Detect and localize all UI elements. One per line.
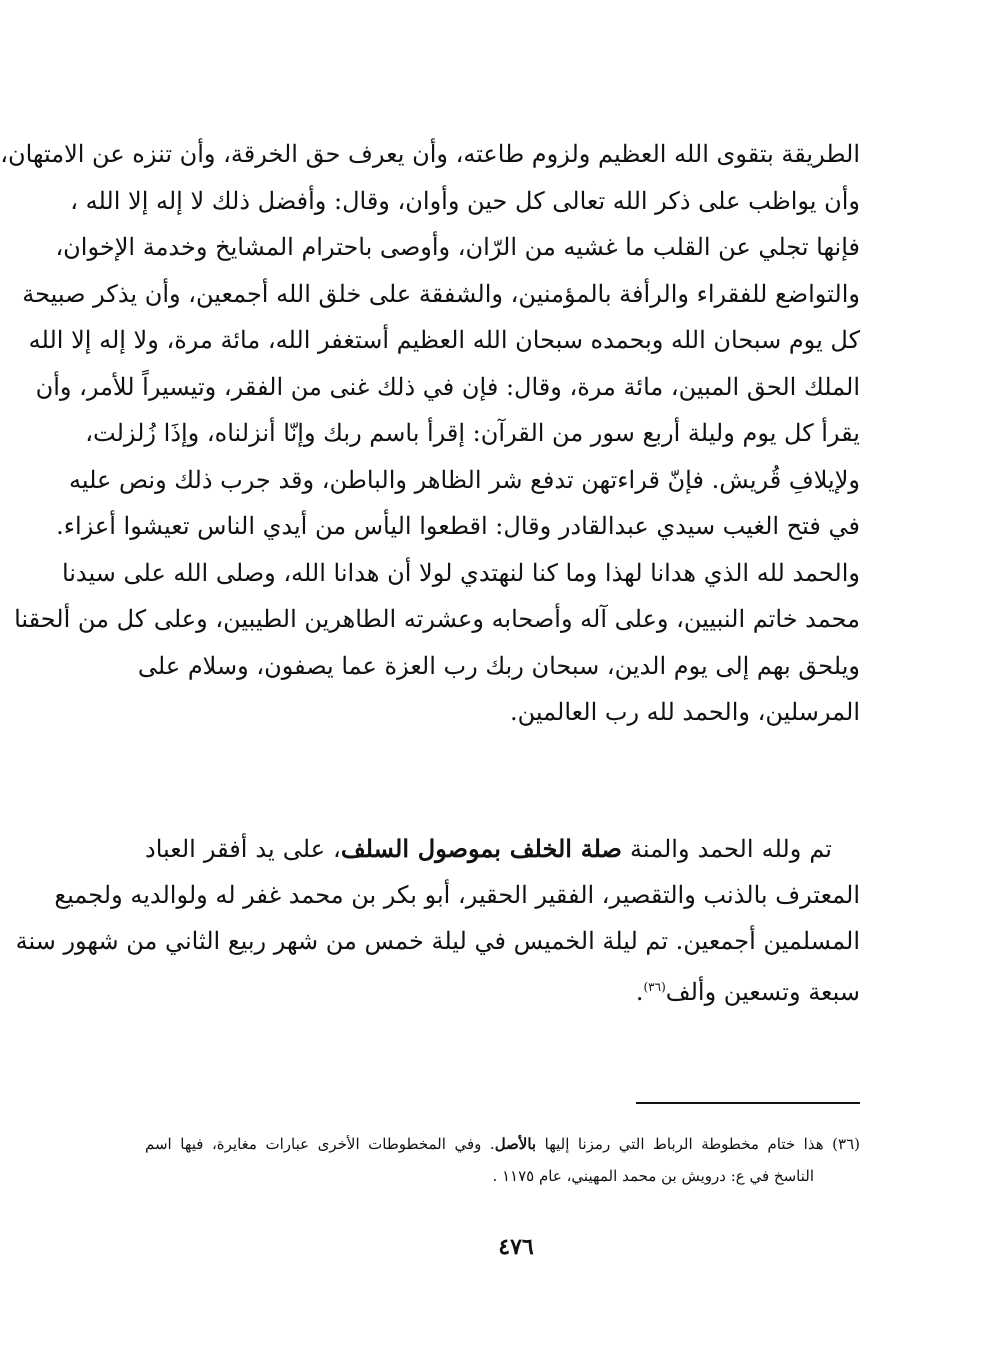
text-line: كل يوم سبحان الله وبحمده سبحان الله العظيم أستغفر الله، مائة مرة، ولا إله إلا الله: [28, 326, 860, 354]
text-line: الطريقة بتقوى الله العظيم ولزوم طاعته، وأن يعرف حق الخرقة، وأن تنزه عن الامتهان،: [0, 140, 860, 168]
footnote-separator: [636, 1102, 860, 1104]
footnote-line: [145, 1128, 860, 1160]
colophon-line: [145, 826, 860, 872]
colophon-line: المسلمين أجمعين. تم ليلة الخميس في ليلة خمس من شهر ربيع الثاني من شهور سنة: [15, 927, 860, 955]
colophon: [15, 826, 860, 1010]
text-line: يقرأ كل يوم وليلة أربع سور من القرآن: إقرأ باسم ربك وإنّا أنزلناه، وإذَا زُلزلت،: [85, 419, 860, 447]
text-line: فإنها تجلي عن القلب ما غشيه من الرّان، وأوصى باحترام المشايخ وخدمة الإخوان،: [55, 233, 860, 261]
book-title: صلة الخلف بموصول السلف: [340, 834, 622, 863]
text-line: المرسلين، والحمد لله رب العالمين.: [510, 698, 860, 726]
footnote-text: (٣٦) هذا ختام مخطوطة الرباط التي رمزنا إليها: [536, 1135, 860, 1153]
footnote-reference: (٣٦): [643, 980, 666, 994]
footnote-line: الناسخ في ع: درويش بن محمد المهيني، عام ١١٧٥ .: [492, 1167, 814, 1185]
text-line: والتواضع للفقراء والرأفة بالمؤمنين، والشفقة على خلق الله أجمعين، وأن يذكر صبيحة: [22, 279, 860, 308]
colophon-text: تم ولله الحمد والمنة: [621, 835, 832, 863]
main-text: [0, 131, 860, 736]
text-line: الملك الحق المبين، مائة مرة، وقال: فإن في ذلك غنى من الفقر، وتيسيراً للأمر، وأن: [35, 372, 860, 401]
colophon-line: [145, 964, 860, 1010]
footnote-text: . وفي المخطوطات الأخرى عبارات مغايرة، فيها اسم: [145, 1135, 495, 1153]
colophon-text: ، على يد أفقر العباد: [145, 835, 341, 863]
colophon-line: المعترف بالذنب والتقصير، الفقير الحقير، أبو بكر بن محمد غفر له ولوالديه ولجميع: [54, 881, 860, 909]
text-line: ولإيلافِ قُريش. فإنّ قراءتهن تدفع شر الظاهر والباطن، وقد جرب ذلك ونص عليه: [68, 465, 860, 494]
footnote-emphasis: بالأصل: [494, 1135, 537, 1153]
text-line: والحمد لله الذي هدانا لهذا وما كنا لنهتدي لولا أن هدانا الله، وصلى الله على سيدنا: [61, 558, 860, 587]
page-number: ٤٧٦: [498, 1234, 534, 1260]
colophon-text: سبعة وتسعين وألف: [665, 978, 860, 1006]
text-line: ويلحق بهم إلى يوم الدين، سبحان ربك رب العزة عما يصفون، وسلام على: [137, 651, 860, 680]
text-line: في فتح الغيب سيدي عبدالقادر وقال: اقطعوا اليأس من أيدي الناس تعيشوا أعزاء.: [56, 512, 860, 540]
text-line: وأن يواظب على ذكر الله تعالى كل حين وأوان، وقال: وأفضل ذلك لا إله إلا الله ،: [70, 186, 860, 215]
footnotes: [145, 1128, 860, 1192]
colophon-text: .: [635, 978, 644, 1006]
text-line: محمد خاتم النبيين، وعلى آله وأصحابه وعشرته الطاهرين الطيبين، وعلى كل من ألحقنا: [14, 605, 860, 633]
